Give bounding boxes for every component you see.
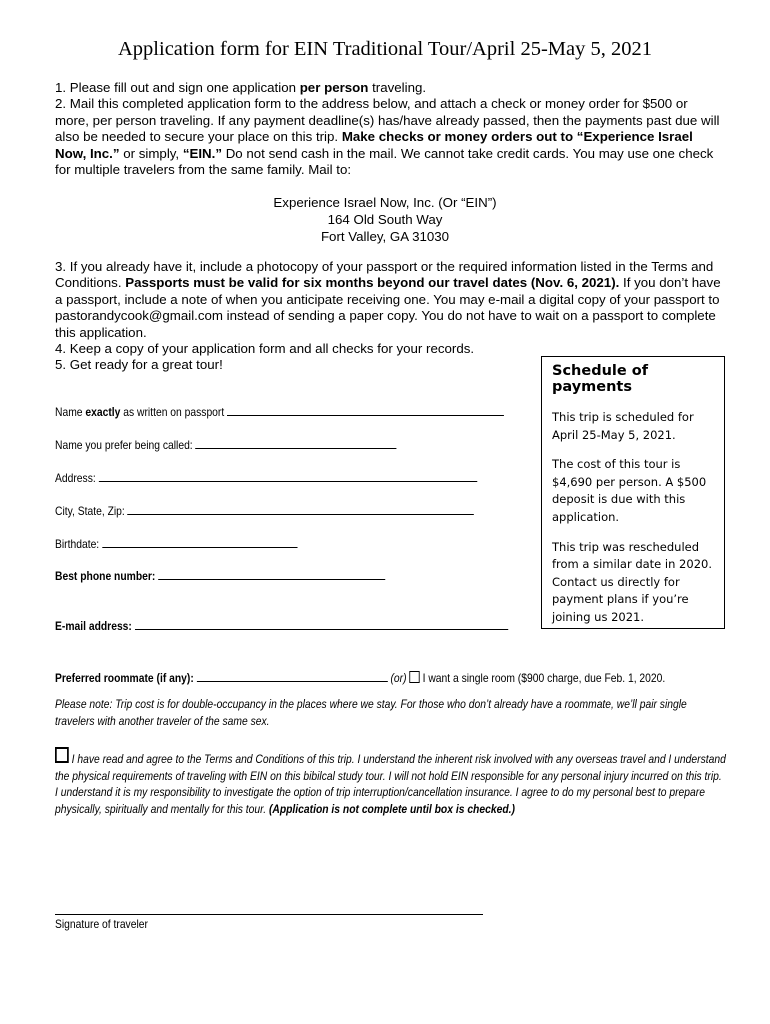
schedule-cost: The cost of this tour is $4,690 per person. A $500 deposit is due with this application. (552, 457, 707, 524)
email-line[interactable] (135, 619, 508, 630)
agreement-text: I have read and agree to the Terms and Conditions of this trip. I understand the inherent risk involved with any overseas travel and I understand the physical requirements of traveling with EIN on this bibilcal study tour. I will not hold EIN responsible for any personal injury incurred on this trip. I understand it is my responsibility to investigate the option of trip interruption/cancellation insurance. I agree to do my personal best to prepare physically, spiritually and mentally for this tour. (Application is not complete until box is checked.) (55, 747, 726, 817)
birthdate-field[interactable]: Birthdate: (55, 537, 297, 551)
phone-field[interactable]: Best phone number: (55, 569, 385, 583)
agreement-checkbox[interactable] (55, 747, 69, 763)
birthdate-line[interactable] (102, 537, 297, 548)
schedule-rescheduled: This trip was rescheduled from a similar date in 2020. Contact us directly for payment plans if you’re joining us 2021. (552, 539, 712, 624)
mailing-address (0, 194, 770, 245)
schedule-dates: This trip is scheduled for April 25-May 5, 2021. (552, 410, 694, 442)
instruction-2: 2. Mail this completed application form to the address below, and attach a check or money order for $500 or more, per person traveling. If any payment deadline(s) has/have already passed, then the payments past due will also be needed to secure your place on this trip. Make checks or money orders out to “Experience Israel Now, Inc.” or simply, “EIN.” Do not send cash in the mail. We cannot take credit cards. You may use one check for multiple travelers from the same family. Mail to: (55, 96, 720, 178)
city-state-zip-line[interactable] (128, 504, 475, 515)
address-line-3: Fort Valley, GA 31030 (320, 229, 450, 244)
instructions (55, 80, 725, 178)
roommate-line[interactable] (197, 671, 388, 682)
preferred-name-line[interactable] (196, 438, 397, 449)
address-field[interactable]: Address: (55, 471, 477, 485)
passport-name-line[interactable] (227, 405, 504, 416)
double-occupancy-note: Please note: Trip cost is for double-occupancy in the places where we stay. For those who don’t already have a roommate, we’ll pair single travelers with another traveler of the same sex. (55, 697, 687, 728)
address-line-2: 164 Old South Way (327, 212, 443, 227)
roommate-field[interactable]: Preferred roommate (if any): (or) I want a single room ($900 charge, due Feb. 1, 2020. (55, 671, 666, 685)
single-room-checkbox[interactable] (409, 671, 419, 683)
passport-name-field[interactable]: Name exactly as written on passport (55, 405, 504, 419)
preferred-name-field[interactable]: Name you prefer being called: (55, 438, 397, 452)
city-state-zip-field[interactable]: City, State, Zip: (55, 504, 474, 518)
signature-label: Signature of traveler (55, 917, 148, 931)
address-line[interactable] (99, 471, 477, 482)
schedule-heading: Schedule of payments (552, 363, 649, 395)
instruction-5: 5. Get ready for a great tour! (55, 357, 223, 373)
phone-line[interactable] (158, 569, 385, 580)
email-field[interactable]: E-mail address: (55, 619, 508, 633)
page-title: Application form for EIN Traditional Tour/April 25-May 5, 2021 (118, 38, 652, 60)
instruction-4: 4. Keep a copy of your application form and all checks for your records. (55, 341, 475, 357)
signature-line[interactable] (55, 914, 483, 915)
instruction-1: 1. Please fill out and sign one application per person traveling. (55, 80, 427, 95)
instruction-3: 3. If you already have it, include a photocopy of your passport or the required information listed in the Terms and Conditions. Passports must be valid for six months beyond our travel dates (Nov. 6, 2021). If you don’t have a passport, include a note of when you anticipate receiving one. You may e-mail a digital copy of your passport to pastorandycook@gmail.com instead of sending a paper copy. You do not have to wait on a passport to complete this application. (55, 259, 721, 340)
address-line-1: Experience Israel Now, Inc. (Or “EIN”) (273, 195, 497, 210)
schedule-of-payments-box (541, 356, 725, 629)
